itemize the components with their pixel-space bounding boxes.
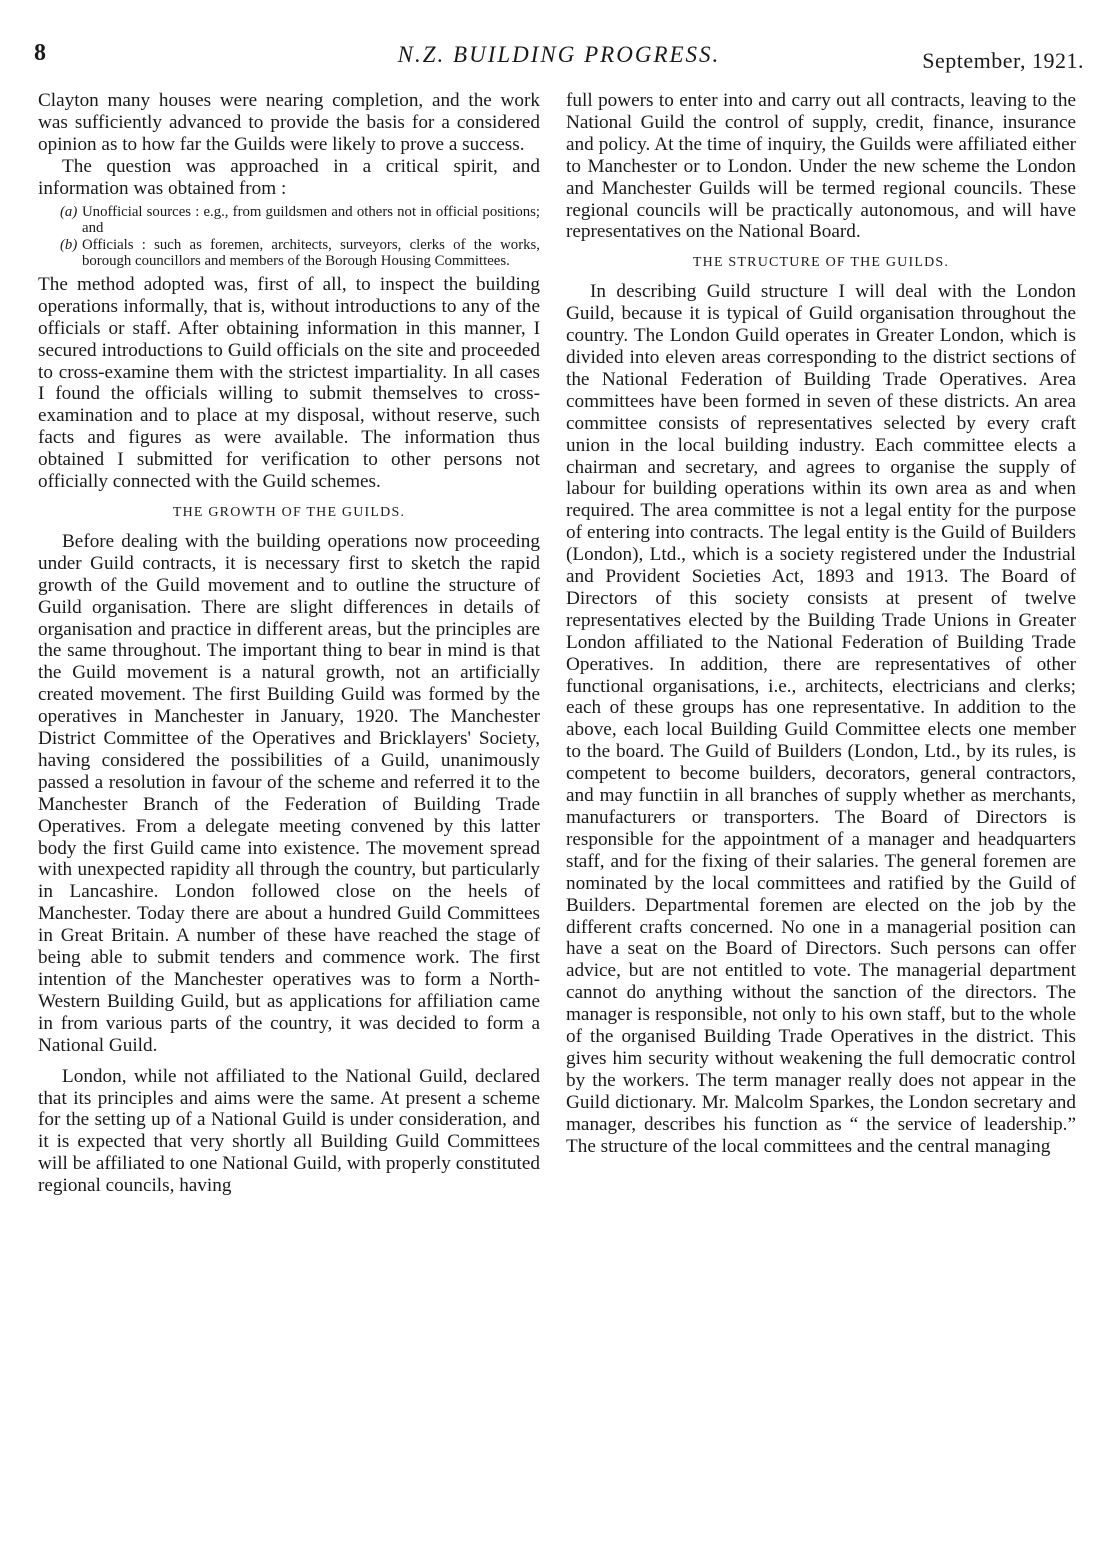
publication-title: N.Z. BUILDING PROGRESS. xyxy=(397,42,721,67)
list-item-text: Unofficial sources : e.g., from guildsmen and others not in official positions; and xyxy=(82,203,540,237)
paragraph: Before dealing with the building operations now proceeding under Guild contracts, it is necessary first to sketch the rapid growth of the Guild movement and to outline the structure of Guild organisation. There are slight differences in details of organisation and practice in different areas, but the principles are the same throughout. The important thing to bear in mind is that the Guild movement is a natural growth, not an artificially created movement. The first Building Guild was formed by the operatives in Manchester in January, 1920. The Manchester District Committee of the Operatives and Bricklayers' Society, having considered the possibilities of a Guild, unanimously passed a resolution in favour of the scheme and referred it to the Manchester Branch of the Federation of Building Trade Operatives. From a delegate meeting convened by this latter body the first Guild came into existence. The movement spread with unexpected rapidity all through the country, but particularly in Lancashire. London followed close on the heels of Manchester. Today there are about a hundred Guild Committees in Great Britain. A number of these have reached the stage of being able to submit tenders and commence work. The first intention of the Manchester operatives was to form a North-Western Building Guild, but as applications for affiliation came in from various parts of the country, it was decided to form a National Guild. xyxy=(38,530,540,1056)
paragraph: full powers to enter into and carry out all contracts, leaving to the National Guild the control of supply, credit, finance, insurance and policy. At the time of inquiry, the Guilds were affiliated either to Manchester or to London. Under the new scheme the London and Manchester Guilds will be termed regional councils. These regional councils will be practically autonomous, and will have representatives on the National Board. xyxy=(566,90,1076,243)
running-header xyxy=(34,38,1084,78)
list-item-text: Officials : such as foremen, architects, surveyors, clerks of the works, borough councillors and members of the Borough Housing Committees. xyxy=(82,236,540,270)
paragraph: The question was approached in a critical spirit, and information was obtained from : xyxy=(38,155,540,199)
list-item xyxy=(38,237,540,270)
paragraph: London, while not affiliated to the National Guild, declared that its principles and aims were the same. At present a scheme for the setting up of a National Guild is under consideration, and it is expected that very shortly all Building Guild Committees will be affiliated to one National Guild, with properly constituted regional councils, having xyxy=(38,1065,540,1197)
page-number: 8 xyxy=(34,40,46,66)
section-heading: THE STRUCTURE OF THE GUILDS. xyxy=(692,255,950,271)
paragraph: The method adopted was, first of all, to inspect the building operations informally, that is, without introductions to any of the officials or staff. After obtaining information in this manner, I secured introductions to Guild officials on the site and proceeded to cross-examine them with the strictest impartiality. In all cases I found the officials willing to submit themselves to cross-examination and to place at my disposal, without reserve, such facts and figures as were available. The information thus obtained I submitted for verification to other persons not officially connected with the Guild schemes. xyxy=(38,273,540,493)
paragraph: Clayton many houses were nearing completion, and the work was sufficiently advanced to provide the basis for a considered opinion as to how far the Guilds were likely to prove a success. xyxy=(38,90,540,155)
right-column xyxy=(566,90,1076,1158)
source-list xyxy=(38,204,540,270)
list-item-label: (a) xyxy=(60,203,78,220)
section-heading: THE GROWTH OF THE GUILDS. xyxy=(172,504,406,520)
paragraph: In describing Guild structure I will deal with the London Guild, because it is typical of Guild organisation throughout the country. The London Guild operates in Greater London, which is divided into eleven areas corresponding to the district sections of the National Federation of Building Trade Operatives. Area committees have been formed in seven of these districts. An area committee consists of representatives selected by every craft union in the local building industry. Each committee elects a chairman and secretary, and agrees to organise the supply of labour for building operations within its own area as and when required. The area committee is not a legal entity for the purpose of entering into contracts. The legal entity is the Guild of Builders (London), Ltd., which is a society registered under the Industrial and Provident Societies Act, 1893 and 1913. The Board of Directors of this society consists at present of twelve representatives elected by the Building Trade Unions in Greater London affiliated to the National Federation of Building Trade Operatives. In addition, there are representatives of other functional organisations, i.e., architects, electricians and clerks; each of these groups has one representative. In addition to the above, each local Building Guild Committee elects one member to the board. The Guild of Builders (London, Ltd., by its rules, is competent to become builders, decorators, general contractors, and may functiin in all branches of supply whether as merchants, manufacturers or transporters. The Board of Directors is responsible for the appointment of a manager and headquarters staff, and for the fixing of their salaries. The general foremen are nominated by the local committees and ratified by the Guild of Builders. Departmental foremen are elected on the job by the different crafts concerned. No one in a managerial position can have a seat on the Board of Directors. Such persons can offer advice, but are not entitled to vote. The managerial department cannot do anything without the sanction of the directors. The manager is responsible, not only to his own staff, but to the whole of the organised Building Trade Operatives in the district. This gives him security without weakening the full democratic control by the workers. The term manager really does not appear in the Guild dictionary. Mr. Malcolm Sparkes, the London secretary and manager, describes his function as “ the service of leadership.” The structure of the local committees and the central managing xyxy=(566,281,1076,1157)
list-item xyxy=(38,204,540,237)
issue-date: September, 1921. xyxy=(922,48,1084,73)
left-column xyxy=(38,90,540,1197)
list-item-label: (b) xyxy=(60,236,78,253)
